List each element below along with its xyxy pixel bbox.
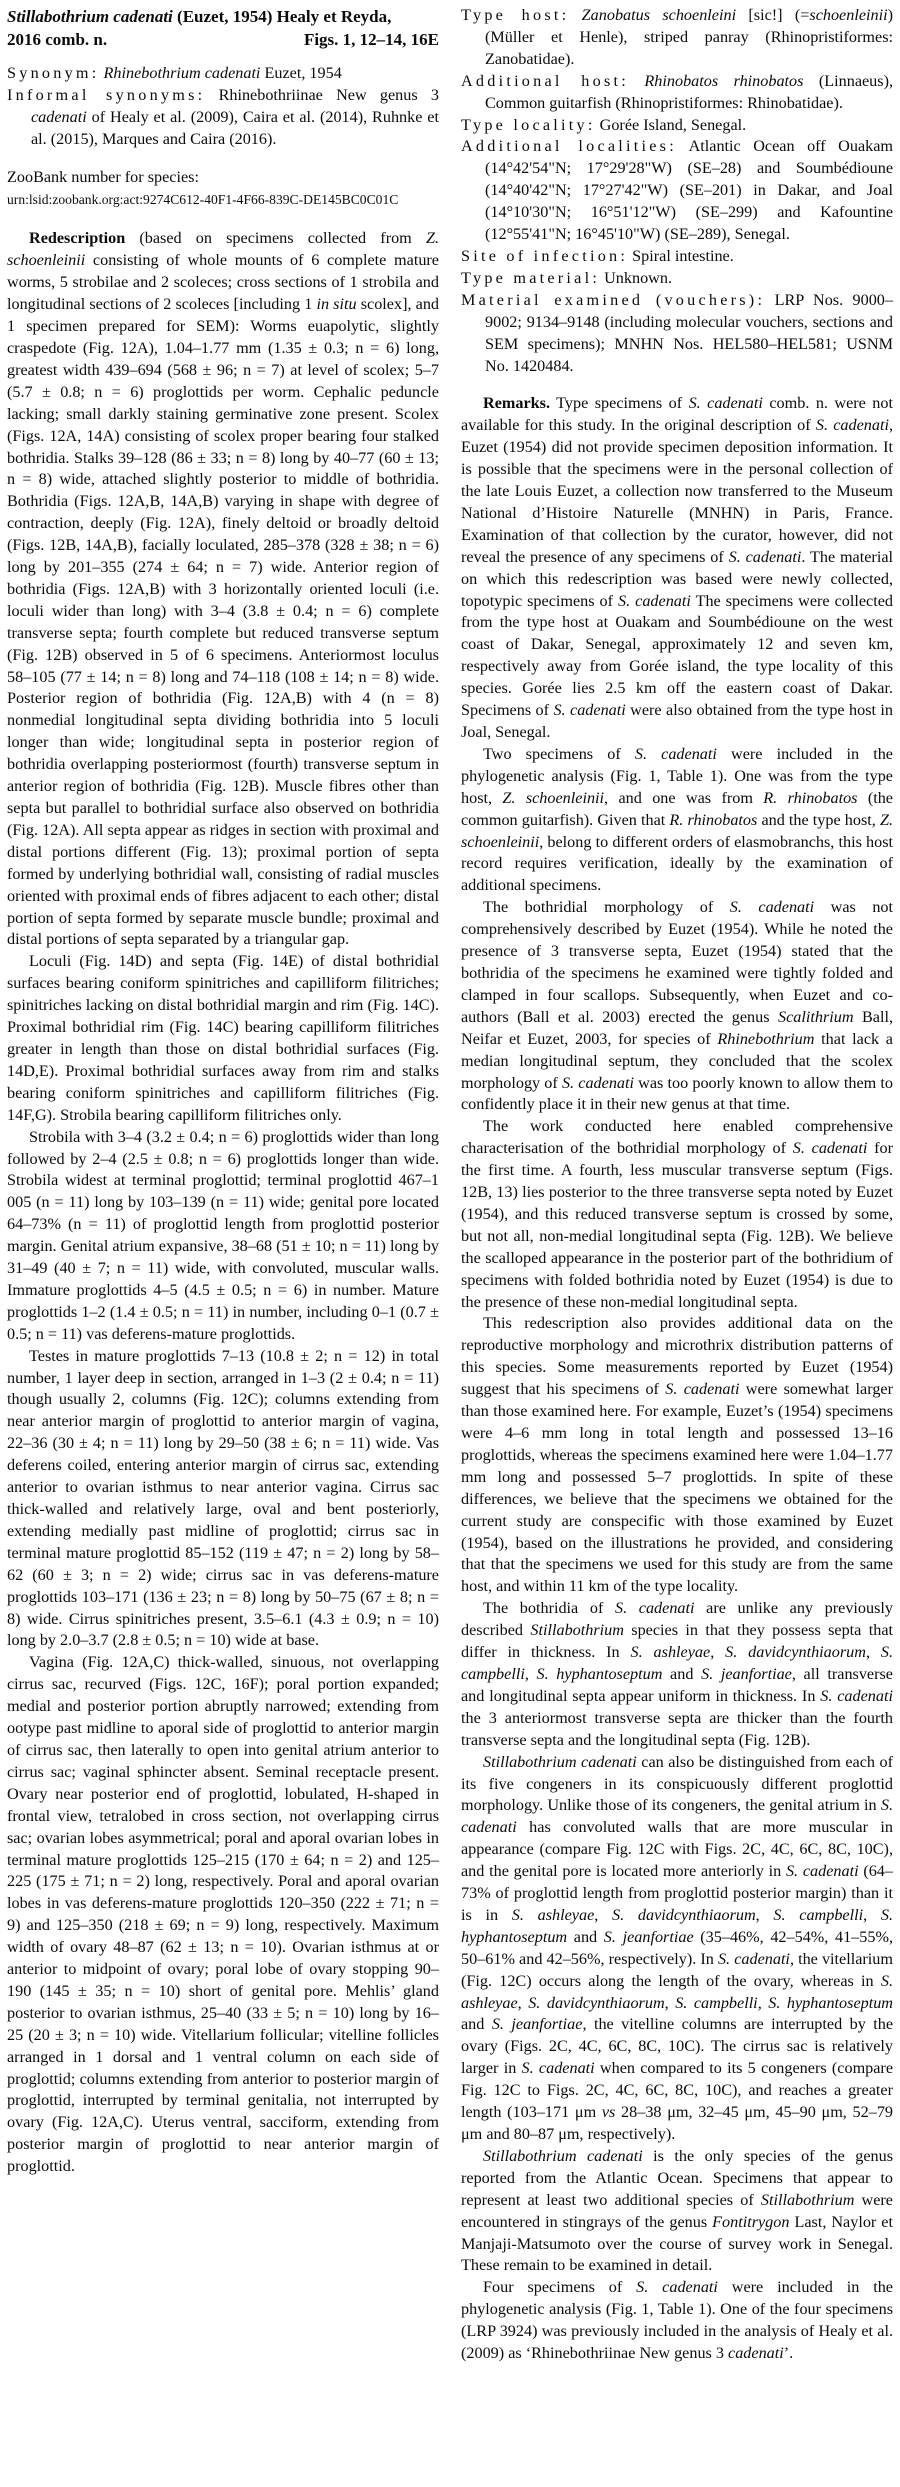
informal-synonyms-label: Informal synonyms: <box>7 85 206 104</box>
species-title-line2: 2016 comb. n. <box>7 30 108 49</box>
type-host-entry <box>461 5 893 71</box>
informal-synonyms-entry <box>7 85 439 151</box>
additional-localities-body: Atlantic Ocean off Ouakam (14°42'54"N; 17°29'28"W) (SE–28) and Soumbédioune (14°40'42"N; 17°27'42"W) (SE–201) in Dakar, and Joal (14°10'30"N; 16°51'12"W) (SE–299) and Kafountine (12°55'41"N; 16°45'10"W) (SE–289), Senegal. <box>485 137 894 244</box>
left-column <box>7 5 439 2365</box>
synonym-body: Rhinebothrium cadenati Euzet, 1954 <box>103 64 342 82</box>
type-locality-entry <box>461 115 893 137</box>
remarks-paragraph-5: This redescription also provides additional data on the reproductive morphology and microthrix distribution patterns of this species. Some measurements reported by Euzet (1954) suggest that his specimens of S. cadenati were somewhat larger than those examined here. For example, Euzet’s (1954) specimens were 4–6 mm long in total length and possessed 13–16 proglottids, whereas the specimens examined here were 1.04–1.77 mm long and possessed 5–7 proglottids. In spite of these differences, we believe that the specimens we obtained for the current study are conspecific with those examined by Euzet (1954), based on the illustrations he provided, and considering that that the specimens we used for this study are from the same host, and within 11 km of the type locality. <box>461 1314 893 1596</box>
right-column <box>461 5 893 2365</box>
site-of-infection-entry <box>461 246 893 268</box>
remarks-paragraph-6: The bothridia of S. cadenati are unlike any previously described Stillabothrium species in that they possess septa that differ in thickness. In S. ashleyae, S. davidcynthiaorum, S. campbelli, S. hyphantoseptum and S. jeanfortiae, all transverse and longitudinal septa appear uniform in thickness. In S. cadenati the 3 anteriormost transverse septa are thicker than the fourth transverse septa and the longitudinal septa (Fig. 12B). <box>461 1599 894 1749</box>
type-material-label: Type material: <box>461 268 601 287</box>
remarks-paragraph-2: Two specimens of S. cadenati were included in the phylogenetic analysis (Fig. 1, Table 1). One was from the type host, Z. schoenleinii, and one was from R. rhinobatos (the common guitarfish). Given that R. rhinobatos and the type host, Z. schoenleinii, belong to different orders of elasmobranchs, this host record requires verification, ideally by the examination of additional specimens. <box>461 744 893 895</box>
synonym-entry <box>7 63 439 85</box>
remarks-paragraph-7: Stillabothrium cadenati can also be distinguished from each of its five congeners in its conspicuously different proglottid morphology. Unlike those of its congeners, the genital atrium in S. cadenati has convoluted walls that are more muscular in appearance (compare Fig. 12C with Figs. 2C, 4C, 6C, 8C, 10C), and the genital pore is located more anteriorly in S. cadenati (64–73% of proglottid length from proglottid posterior margin) than it is in S. ashleyae, S. davidcynthiaorum, S. campbelli, S. hyphantoseptum and S. jeanfortiae (35–46%, 42–54%, 41–55%, 50–61% and 42–56%, respectively). In S. cadenati, the vitellarium (Fig. 12C) occurs along the length of the ovary, whereas in S. ashleyae, S. davidcynthiaorum, S. campbelli, S. hyphantoseptum and S. jeanfortiae, the vitelline columns are interrupted by the ovary (Figs. 2C, 4C, 6C, 8C, 10C). The cirrus sac is relatively larger in S. cadenati when compared to its 5 congeners (compare Fig. 12C to Figs. 2C, 4C, 6C, 8C, 10C), and reaches a greater length (103–171 μm vs 28–38 μm, 32–45 μm, 45–90 μm, 52–79 μm and 80–87 μm, respectively). <box>461 1752 894 2143</box>
material-examined-entry <box>461 290 893 378</box>
additional-host-body: Rhinobatos rhinobatos (Linnaeus), Common guitarfish (Rhinopristiformes: Rhinobatidae). <box>485 71 894 112</box>
type-material-entry <box>461 268 893 290</box>
species-title-line2-row <box>7 28 439 51</box>
type-material-body: Unknown. <box>604 268 673 287</box>
additional-localities-entry <box>461 136 893 246</box>
redescription-paragraph-3: Strobila with 3–4 (3.2 ± 0.4; n = 6) proglottids wider than long followed by 2–4 (2.5 ± 0.8; n = 6) proglottids longer than wide. Strobila widest at terminal proglottid; terminal proglottid 467–1 005 (n = 11) long by 103–139 (n = 11) wide; genital pore located 64–73% (n = 11) of proglottid length from proglottid posterior margin. Genital atrium expansive, 38–68 (51 ± 10; n = 11) long by 31–49 (40 ± 7; n = 11) wide, with convoluted, muscular walls. Immature proglottids 4–5 (4.5 ± 0.5; n = 6) in number. Mature proglottids 1–2 (1.4 ± 0.5; n = 11) in number, including 0–1 (0.7 ± 0.5; n = 11) vas deferens-mature proglottids. <box>7 1127 439 1343</box>
remarks-paragraph-1: Remarks. Type specimens of S. cadenati comb. n. were not available for this study. In the original description of S. cadenati, Euzet (1954) did not provide specimen deposition information. It is possible that the specimens were in the personal collection of the late Louis Euzet, a collection now transferred to the Museum National d’Histoire Naturelle (MNHN) in Paris, France. Examination of that collection by the curator, however, did not reveal the presence of any specimens of S. cadenati. The material on which this redescription was based were newly collected, topotypic specimens of S. cadenati The specimens were collected from the type host at Ouakam and Soumbédioune on the west coast of Dakar, Senegal, approximately 12 and seven km, respectively away from Gorée island, the type locality of this species. Gorée lies 2.5 km off the eastern coast of Dakar. Specimens of S. cadenati were also obtained from the type host in Joal, Senegal. <box>461 394 893 741</box>
synonym-label: Synonym: <box>7 64 100 82</box>
informal-synonyms-body: Rhinebothriinae New genus 3 cadenati of Healy et al. (2009), Caira et al. (2014), Ruhnke et al. (2015), Marques and Caira (2016). <box>31 85 439 148</box>
remarks-paragraph-9: Four specimens of S. cadenati were included in the phylogenetic analysis (Fig. 1, Table 1). One of the four specimens (LRP 3924) was previously included in the analysis of Healy et al. (2009) as ‘Rhinebothriinae New genus 3 cadenati’. <box>461 2278 893 2363</box>
redescription-paragraph-1: Redescription (based on specimens collected from Z. schoenleinii consisting of whole mounts of 6 complete mature worms, 5 strobilae and 2 scoleces; cross sections of 1 strobila and longitudinal sections of 2 scoleces [including 1 in situ scolex], and 1 specimen prepared for SEM): Worms euapolytic, slightly craspedote (Fig. 12A), 1.04–1.77 mm (1.35 ± 0.3; n = 6) long, greatest width 439–694 (568 ± 96; n = 7) at level of scolex; 5–7 (5.7 ± 0.8; n = 6) proglottids per worm. Cephalic peduncle lacking; small darkly staining germinative zone present. Scolex (Figs. 12A, 14A) consisting of scolex proper bearing four stalked bothridia. Stalks 39–128 (86 ± 33; n = 8) long by 40–77 (60 ± 13; n = 8) wide, attached slightly posterior to middle of bothridia. Bothridia (Figs. 12A,B, 14A,B) varying in shape with degree of contraction, deeply (Fig. 12A), finely deltoid or broadly deltoid (Figs. 12B, 14A,B), facially loculated, 285–378 (328 ± 38; n = 6) long by 201–355 (274 ± 64; n = 7) wide. Anterior region of bothridia (Figs. 12A,B) with 3 horizontally oriented loculi (i.e. loculi wider than long) with 3–4 (3.8 ± 0.4; n = 6) complete transverse septa; fourth complete but reduced transverse septum (Fig. 12B) observed in 5 of 6 specimens. Anteriormost loculus 58–105 (77 ± 14; n = 8) long and 74–118 (108 ± 14; n = 8) wide. Posterior region of bothridia (Fig. 12A,B) with 4 (n = 8) nonmedial longitudinal septa dividing bothridia into 5 loculi longer than wide; longitudinal septa in posterior region of bothridia overlapping posteriormost (fourth) transverse septum in anterior region of bothridia (Fig. 12B). Muscle fibres other than septa but parallel to bothridial surface also observed on bothridia (Fig. 12A). All septa appear as ridges in section with proximal and distal portions different (Fig. 13); proximal portion of septa formed by underlying bothridial wall, consisting of radial muscles oriented with proximal ends of fibres adjacent to each other; distal portion of septa formed by separate muscle bundle; proximal and distal portions of septa separated by a triangular gap. <box>7 229 440 949</box>
site-of-infection-label: Site of infection: <box>461 246 629 265</box>
remarks-paragraph-8: Stillabothrium cadenati is the only species of the genus reported from the Atlantic Ocean. Specimens that appear to represent at least two additional species of Stillabothrium were encountered in stingrays of the genus Fontitrygon Last, Naylor et Manjaji-Matsumoto over the course of survey work in Senegal. These remain to be examined in detail. <box>461 2146 894 2275</box>
additional-host-label: Additional host: <box>461 71 629 90</box>
type-locality-body: Gorée Island, Senegal. <box>599 115 747 134</box>
zoobank-urn: urn:lsid:zoobank.org:act:9274C612-40F1-4F66-839C-DE145BC0C01C <box>7 191 399 207</box>
material-examined-body: LRP Nos. 9000–9002; 9134–9148 (including molecular vouchers, sections and SEM specimens); MNHN Nos. HEL580–HEL581; USNM No. 1420484. <box>485 290 893 375</box>
type-host-label: Type host: <box>461 6 570 24</box>
site-of-infection-body: Spiral intestine. <box>632 246 734 265</box>
redescription-paragraph-4: Testes in mature proglottids 7–13 (10.8 ± 2; n = 12) in total number, 1 layer deep in section, arranged in 1–3 (2 ± 0.4; n = 11) though usually 2, columns (Fig. 12C); columns extending from near anterior margin of proglottid to anterior margin of vagina, 22–36 (30 ± 4; n = 11) long by 29–50 (38 ± 6; n = 11) wide. Vas deferens coiled, entering anterior margin of cirrus sac, extending anterior to ovarian isthmus to near anterior vagina. Cirrus sac thick-walled and relatively large, oval and bent posteriorly, extending medially past midline of proglottid; cirrus sac in terminal mature proglottid 85–152 (119 ± 47; n = 2) long by 58–62 (60 ± 3; n = 2) wide; cirrus sac in vas deferens-mature proglottids 103–171 (136 ± 23; n = 8) long by 50–75 (67 ± 8; n = 8) wide. Cirrus spinitriches present, 3.5–6.1 (4.3 ± 0.9; n = 10) long by 2.0–3.7 (2.8 ± 0.5; n = 10) wide at base. <box>7 1346 439 1650</box>
zoobank-block <box>7 167 439 211</box>
figures-reference: Figs. 1, 12–14, 16E <box>303 30 439 49</box>
redescription-paragraph-2: Loculi (Fig. 14D) and septa (Fig. 14E) of distal bothridial surfaces bearing coniform spinitriches and capilliform filitriches; spinitriches lacking on distal bothridial margin and rim (Fig. 14C). Proximal bothridial rim (Fig. 14C) bearing capilliform filitriches greater in length than those on distal bothridial surfaces (Fig. 14D,E). Proximal bothridial surfaces away from rim and stalks bearing coniform spinitriches and capilliform filitriches (Fig. 14F,G). Strobila bearing capilliform filitriches only. <box>7 952 439 1124</box>
species-heading <box>7 5 439 51</box>
remarks-paragraph-4: The work conducted here enabled comprehensive characterisation of the bothridial morphology of S. cadenati for the first time. A fourth, less muscular transverse septum (Figs. 12B, 13) lies posterior to the three transverse septa noted by Euzet (1954), and this reduced transverse septum is crossed by some, but not all, non-medial longitudinal septa (Fig. 12B). We believe the scalloped appearance in the posterior part of the bothridium of specimens with folded bothridia noted by Euzet (1954) is due to the presence of these non-medial longitudinal septa. <box>461 1117 893 1311</box>
type-locality-label: Type locality: <box>461 115 596 134</box>
additional-host-entry <box>461 71 893 115</box>
additional-localities-label: Additional localities: <box>461 137 677 156</box>
type-host-body: Zanobatus schoenleini [sic!] (=schoenleinii) (Müller et Henle), striped panray (Rhinopristiformes: Zanobatidae). <box>485 6 893 68</box>
zoobank-label: ZooBank number for species: <box>7 167 199 186</box>
redescription-paragraph-5: Vagina (Fig. 12A,C) thick-walled, sinuous, not overlapping cirrus sac, recurved (Figs. 12C, 16F); poral portion expanded; medial and posterior portion abruptly narrowed; extending from ootype past midline to aporal side of proglottid to anterior margin of cirrus sac, then laterally to open into genital atrium anterior to cirrus sac; vaginal sphincter absent. Seminal receptacle present. Ovary near posterior end of proglottid, lobulated, H-shaped in frontal view, tetralobed in cross section, not overlapping cirrus sac; ovarian lobes asymmetrical; poral and aporal ovarian lobes in terminal mature proglottids 125–215 (170 ± 64; n = 2) and 125–225 (175 ± 71; n = 2) long, respectively. Poral and aporal ovarian lobes in vas deferens-mature proglottids 120–350 (222 ± 71; n = 9) and 125–350 (218 ± 69; n = 9) long, respectively. Maximum width of ovary 48–87 (62 ± 13; n = 10). Ovarian isthmus at or anterior to midpoint of ovary; poral lobe of ovary stopping 90–190 (145 ± 35; n = 10) short of genital pore. Mehlis’ gland posterior to ovarian isthmus, 25–40 (33 ± 5; n = 10) long by 16–25 (20 ± 3; n = 10) wide. Vitellarium follicular; vitelline follicles arranged in 1 dorsal and 1 ventral column on each side of proglottid; columns extending from anterior to posterior margin of proglottid, interrupted by terminal genitalia, not interrupted by ovary (Fig. 12A,C). Uterus ventral, sacciform, extending from posterior margin of proglottid to near anterior margin of proglottid. <box>7 1653 439 2176</box>
remarks-paragraph-3: The bothridial morphology of S. cadenati was not comprehensively described by Euzet (1954). While he noted the presence of 3 transverse septa, Euzet (1954) stated that the bothridia of the specimens he examined were tightly folded and clamped in four scallops. Subsequently, when Euzet and co-authors (Ball et al. 2003) erected the genus Scalithrium Ball, Neifar et Euzet, 2003, for species of Rhinebothrium that lack a median longitudinal septum, they concluded that the scolex morphology of S. cadenati was too poorly known to allow them to confidently place it in their new genus at that time. <box>461 898 894 1114</box>
species-title-line1: Stillabothrium cadenati (Euzet, 1954) Healy et Reyda, <box>7 7 392 26</box>
material-examined-label: Material examined (vouchers): <box>461 290 766 309</box>
